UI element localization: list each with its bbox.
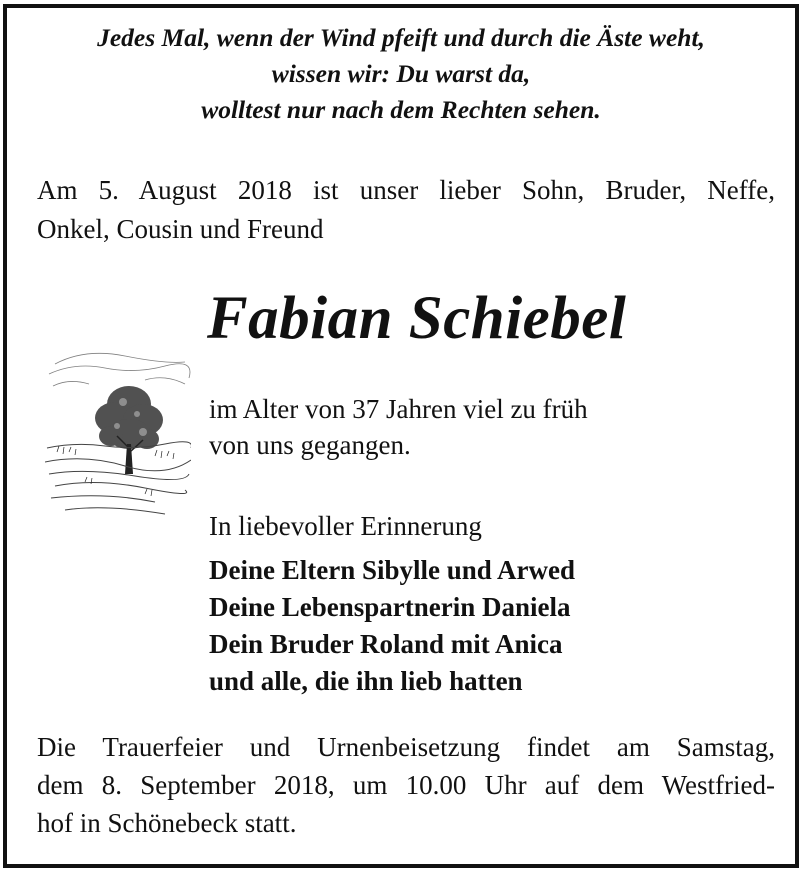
poem-line: wissen wir: Du warst da, xyxy=(271,59,531,88)
mourners-list xyxy=(209,552,575,700)
mourner-line: Deine Lebenspartnerin Daniela xyxy=(209,592,571,622)
memory-heading: In liebevoller Erinnerung xyxy=(209,511,482,541)
poem xyxy=(7,20,795,128)
deceased-name: Fabian Schiebel xyxy=(207,285,627,352)
funeral-line: hof in Schönebeck statt. xyxy=(37,808,297,838)
funeral-notice xyxy=(37,728,775,842)
age-text xyxy=(209,391,588,463)
mourner-line: Dein Bruder Roland mit Anica xyxy=(209,629,563,659)
tree-landscape-icon xyxy=(45,344,191,520)
poem-line: wolltest nur nach dem Rechten sehen. xyxy=(201,95,601,124)
age-line: im Alter von 37 Jahren viel zu früh xyxy=(209,394,588,424)
mourner-line: und alle, die ihn lieb hatten xyxy=(209,666,523,696)
poem-line: Jedes Mal, wenn der Wind pfeift und durch die Äste weht, xyxy=(97,23,705,52)
obituary-frame xyxy=(3,4,799,868)
intro-text xyxy=(37,171,775,249)
mourner-line: Deine Eltern Sibylle und Arwed xyxy=(209,555,576,585)
age-line: von uns gegangen. xyxy=(209,430,411,460)
funeral-line: Die Trauerfeier und Urnenbeisetzung findet am Samstag, xyxy=(37,732,775,762)
funeral-line: dem 8. September 2018, um 10.00 Uhr auf dem Westfried- xyxy=(37,770,775,800)
intro-line: Am 5. August 2018 ist unser lieber Sohn, Bruder, Neffe, xyxy=(37,175,775,205)
intro-line: Onkel, Cousin und Freund xyxy=(37,214,324,244)
